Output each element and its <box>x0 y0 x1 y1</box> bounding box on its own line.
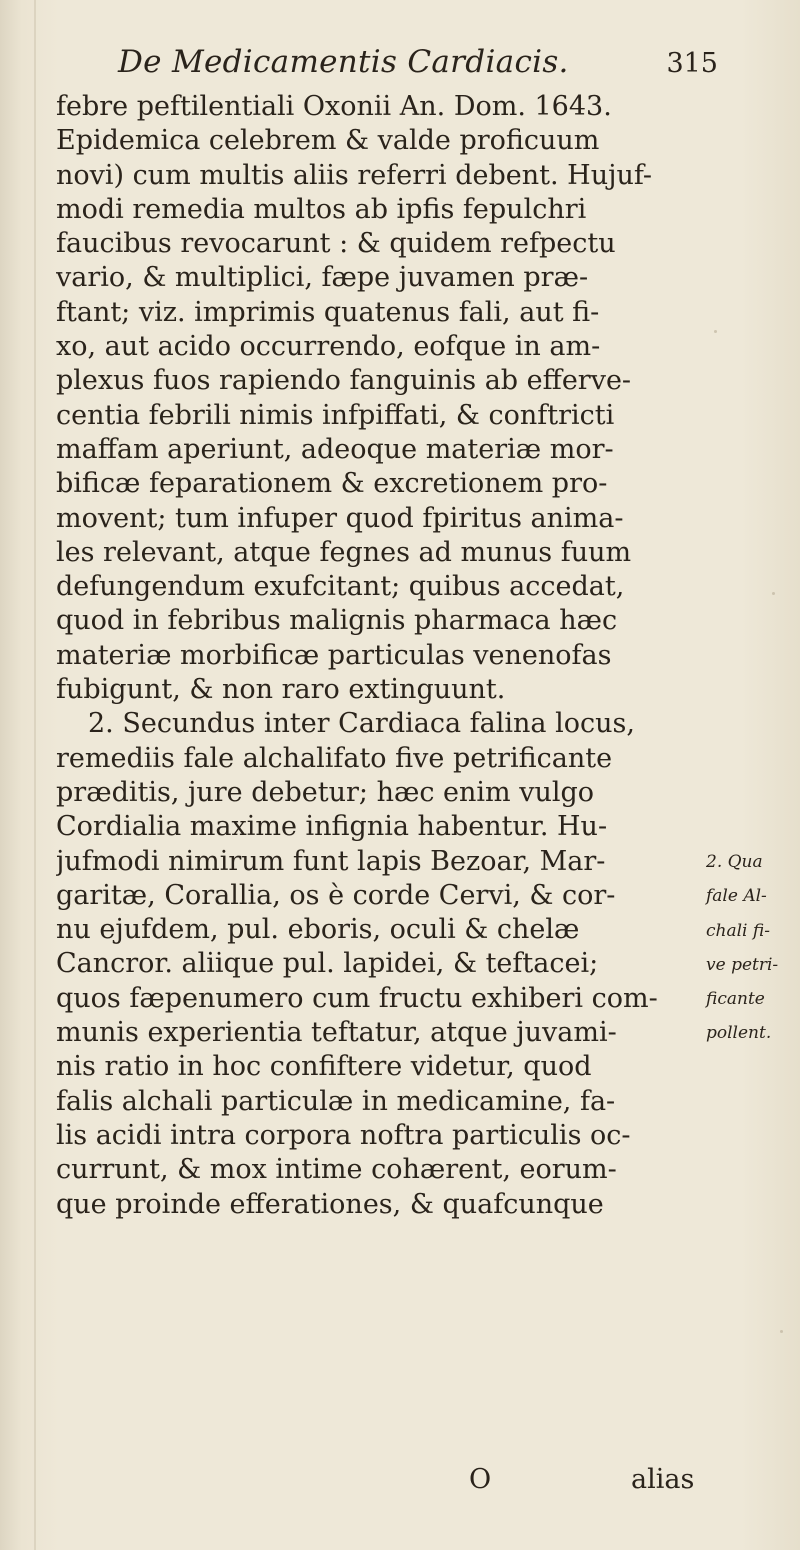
text-line: currunt, & mox intime cohærent, eorum- <box>56 1154 617 1186</box>
text-line: materiæ morbificæ particulas venenofas <box>56 639 612 671</box>
text-line: 2. Secundus inter Cardiaca falina locus, <box>88 708 635 740</box>
marginal-note-line: ficante <box>706 989 765 1010</box>
text-line: febre peftilentiali Oxonii An. Dom. 1643. <box>56 91 612 122</box>
binding-gutter <box>34 0 36 1550</box>
signature-mark: O <box>469 1464 492 1495</box>
text-line: bificæ feparationem & excretionem pro- <box>56 468 608 500</box>
text-line: xo, aut acido occurrendo, eofque in am- <box>56 331 601 363</box>
text-line: Epidemica celebrem & valde proficuum <box>56 125 600 157</box>
paper-speck <box>714 330 717 333</box>
marginal-note-line: ve petri- <box>706 954 779 975</box>
text-line: fubigunt, & non raro extinguunt. <box>56 674 506 706</box>
text-line: lis acidi intra corpora noftra particulis oc- <box>56 1119 631 1151</box>
marginal-note-line: chali fi- <box>706 920 770 941</box>
page-number: 315 <box>666 48 718 79</box>
text-line: remediis fale alchalifato five petrificante <box>56 742 613 774</box>
marginal-note <box>706 845 796 1051</box>
text-line: les relevant, atque fegnes ad munus fuum <box>56 536 632 568</box>
paper-speck <box>772 592 775 595</box>
text-line: jufmodi nimirum funt lapis Bezoar, Mar- <box>56 845 606 877</box>
text-line: quod in febribus malignis pharmaca hæc <box>56 605 618 637</box>
catchword: alias <box>631 1464 695 1495</box>
text-line: centia febrili nimis infpiffati, & conftricti <box>56 399 615 431</box>
page-footer <box>56 1464 756 1504</box>
body-text <box>56 90 696 1222</box>
text-line: movent; tum infuper quod fpiritus anima- <box>56 502 624 534</box>
text-line: nis ratio in hoc confiftere videtur, quod <box>56 1051 592 1083</box>
text-line: Cordialia maxime infignia habentur. Hu- <box>56 811 608 843</box>
text-line: præditis, jure debetur; hæc enim vulgo <box>56 776 595 808</box>
text-line: maffam aperiunt, adeoque materiæ mor- <box>56 433 614 465</box>
paper-speck <box>780 1330 783 1333</box>
text-line: defungendum exufcitant; quibus accedat, <box>56 571 625 603</box>
text-line: faucibus revocarunt : & quidem refpectu <box>56 228 616 260</box>
text-line: novi) cum multis aliis referri debent. Hujuf- <box>56 159 653 191</box>
text-line: munis experientia teftatur, atque juvami- <box>56 1017 617 1049</box>
page-header <box>118 40 718 88</box>
text-line: modi remedia multos ab ipfis fepulchri <box>56 193 587 225</box>
text-line: plexus fuos rapiendo fanguinis ab efferve- <box>56 365 632 397</box>
text-line: nu ejufdem, pul. eboris, oculi & chelæ <box>56 914 580 946</box>
text-line: garitæ, Corallia, os è corde Cervi, & cor- <box>56 879 616 911</box>
text-line: quos fæpenumero cum fructu exhiberi com- <box>56 982 658 1014</box>
marginal-note-line: fale Al- <box>706 886 767 907</box>
text-line: que proinde efferationes, & quafcunque <box>56 1188 604 1220</box>
text-line: Cancror. aliique pul. lapidei, & teftacei; <box>56 948 599 980</box>
text-line: falis alchali particulæ in medicamine, fa- <box>56 1085 616 1117</box>
text-line: ftant; viz. imprimis quatenus fali, aut fi- <box>56 296 600 328</box>
marginal-note-line: 2. Qua <box>706 852 763 872</box>
marginal-note-line: pollent. <box>706 1023 772 1044</box>
text-line: vario, & multiplici, fæpe juvamen præ- <box>56 262 589 294</box>
running-title: De Medicamentis Cardiacis. <box>118 44 569 80</box>
